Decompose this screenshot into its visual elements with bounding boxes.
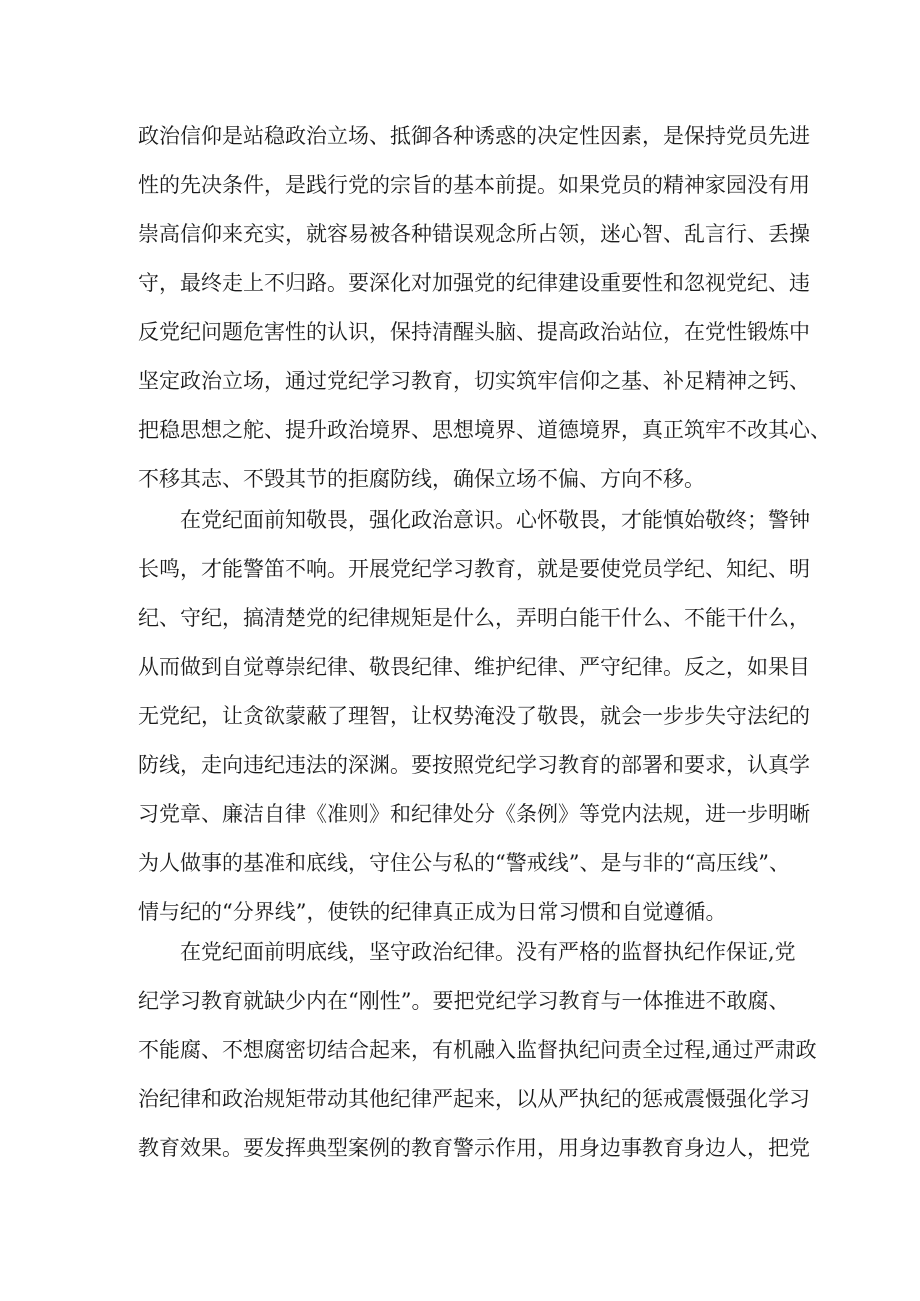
text-line: 纪学习教育就缺少内在“刚性”。要把党纪学习教育与一体推进不敢腐、 [138,989,790,1013]
text-line: 守，最终走上不归路。要深化对加强党的纪律建设重要性和忽视党纪、违 [138,271,810,295]
paragraph-2 [138,496,810,937]
text-line: 崇高信仰来充实，就容易被各种错误观念所占领，迷心智、乱言行、丢操 [138,222,810,246]
text-line: 不能腐、不想腐密切结合起来，有机融入监督执纪问责全过程,通过严肃政 [138,1038,817,1062]
text-line: 坚定政治立场，通过党纪学习教育，切实筑牢信仰之基、补足精神之钙、 [138,369,810,393]
text-line: 纪、守纪，搞清楚党的纪律规矩是什么，弄明白能干什么、不能干什么， [138,606,810,630]
text-line: 治纪律和政治规矩带动其他纪律严起来，以从严执纪的惩戒震慑强化学习 [138,1087,810,1111]
text-line: 无党纪，让贪欲蒙蔽了理智，让权势淹没了敬畏，就会一步步失守法纪的 [138,704,810,728]
text-line: 在党纪面前知敬畏，强化政治意识。心怀敬畏，才能慎始敬终；警钟 [138,508,810,532]
text-line: 反党纪问题危害性的认识，保持清醒头脑、提高政治站位，在党性锻炼中 [138,320,810,344]
text-line: 长鸣，才能警笛不响。开展党纪学习教育，就是要使党员学纪、知纪、明 [138,557,810,581]
text-line: 不移其志、不毁其节的拒腐防线，确保立场不偏、方向不移。 [138,467,705,491]
text-line: 防线，走向违纪违法的深渊。要按照党纪学习教育的部署和要求，认真学 [138,753,810,777]
text-line: 性的先决条件，是践行党的宗旨的基本前提。如果党员的精神家园没有用 [138,173,810,197]
paragraph-3 [138,928,817,1173]
text-line: 习党章、廉洁自律《准则》和纪律处分《条例》等党内法规，进一步明晰 [138,802,810,826]
text-line: 情与纪的“分界线”，使铁的纪律真正成为日常习惯和自觉遵循。 [138,900,727,924]
text-line: 教育效果。要发挥典型案例的教育警示作用，用身边事教育身边人，把党 [138,1136,810,1160]
text-line: 政治信仰是站稳政治立场、抵御各种诱惑的决定性因素，是保持党员先进 [138,124,810,148]
text-line: 在党纪面前明底线，坚守政治纪律。没有严格的监督执纪作保证,党 [138,940,796,964]
paragraph-1 [138,112,831,504]
text-line: 把稳思想之舵、提升政治境界、思想境界、道德境界，真正筑牢不改其心、 [138,418,831,442]
text-line: 为人做事的基准和底线，守住公与私的“警戒线”、是与非的“高压线”、 [138,851,790,875]
text-line: 从而做到自觉尊崇纪律、敬畏纪律、维护纪律、严守纪律。反之，如果目 [138,655,810,679]
